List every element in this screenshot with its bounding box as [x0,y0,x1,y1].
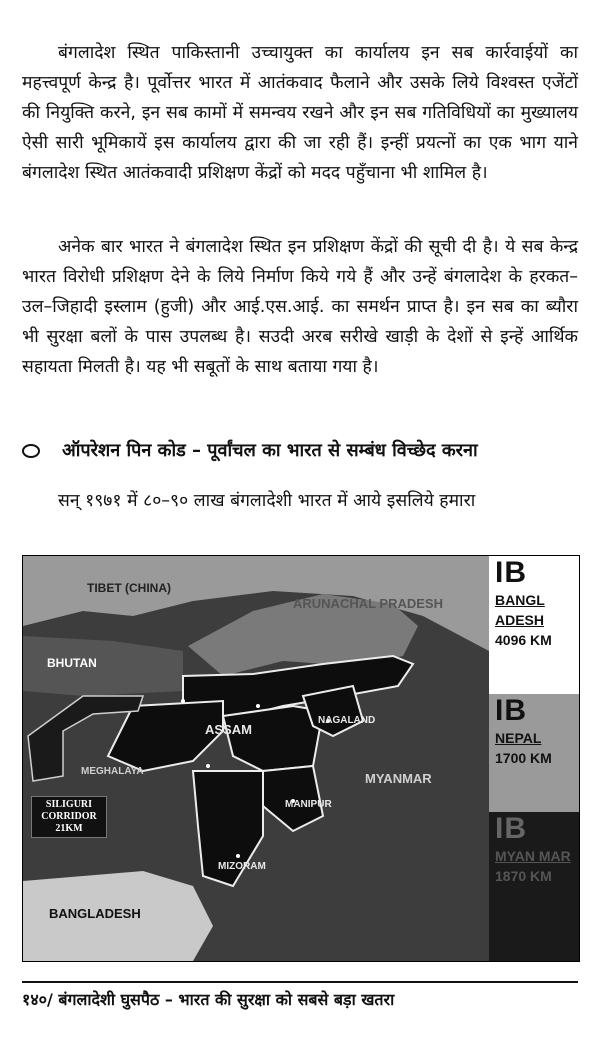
section-heading [22,438,582,462]
corridor-line-1: SILIGURI [45,799,93,810]
label-myanmar: MYANMAR [365,771,432,786]
ib-name: BANGL ADESH [495,592,545,628]
northeast-india-map [22,555,580,962]
section-heading-text: ऑपरेशन पिन कोड – पूर्वांचल का भारत से सम्बंध विच्छेद करना [62,440,478,461]
ib-length: 4096 KM [495,632,552,648]
paragraph-2: अनेक बार भारत ने बंगलादेश स्थित इन प्रशिक्षण केंद्रों की सूची दी है। ये सब केन्द्र भारत विरोधी प्रशिक्षण देने के लिये निर्माण किये गये हैं और उन्हें बंगलादेश के हरकत–उल–जिहादी इस्लाम (हुजी) और आई.एस.आई. का समर्थन प्राप्त है। इन सब का ब्यौरा भी सुरक्षा बलों के पास उपलब्ध है। सउदी अरब सरीखे खाड़ी के देशों से इन्हें आर्थिक सहायता मिलती है। यह भी सबूतों के साथ बताया गया है। [22,237,578,377]
label-bhutan: BHUTAN [47,656,97,670]
ib-name: NEPAL [495,730,542,746]
ib-myanmar-panel [489,812,579,961]
ib-bangladesh-panel [489,556,579,694]
label-mizoram: MIZORAM [218,861,266,872]
corridor-line-3: 21KM [55,823,83,834]
label-bangladesh: BANGLADESH [49,906,141,921]
label-tibet: TIBET (CHINA) [87,581,171,595]
label-manipur: MANIPUR [285,799,332,810]
paragraph-1: बंगलादेश स्थित पाकिस्तानी उच्चायुक्त का कार्यालय इन सब कार्रवाईयों का महत्त्वपूर्ण केन्द्र है। पूर्वोत्तर भारत में आतंकवाद फैलाने और उसके लिये विश्वस्त एजेंटों की नियुक्ति करने, इन सब कामों में समन्वय रखने और इन सब गतिविधियों का मुख्यालय ऐसी सारी भूमिकायें इस कार्यालय द्वारा की जा रही हैं। इन्हीं प्रयत्नों का एक भाग याने बंगलादेश स्थित आतंकवादी प्रशिक्षण केंद्रों को मदद पहुँचाना भी शामिल है। [22,43,578,183]
ib-length: 1870 KM [495,868,552,884]
ib-code: IB [495,556,527,589]
footer-divider [22,981,578,983]
label-arunachal: ARUNACHAL PRADESH [293,596,443,611]
ib-nepal-panel [489,694,579,812]
label-nagaland: NAGALAND [318,715,376,726]
ib-name: MYAN MAR [495,848,571,864]
label-meghalaya: MEGHALAYA [81,766,144,777]
map-graphic [23,556,489,961]
siliguri-corridor-box [31,796,107,838]
ib-code: IB [495,812,527,845]
paragraph-3: सन् १९७१ में ८०–९० लाख बंगलादेशी भारत में आये इसलिये हमारा [58,491,476,511]
ib-length: 1700 KM [495,750,552,766]
label-assam: ASSAM [205,722,252,737]
corridor-line-2: CORRIDOR [41,811,97,822]
circle-bullet-icon [22,444,40,458]
page-footer: १४०/ बंगलादेशी घुसपैठ – भारत की सुरक्षा को सबसे बड़ा खतरा [22,990,395,1009]
ib-code: IB [495,694,527,727]
